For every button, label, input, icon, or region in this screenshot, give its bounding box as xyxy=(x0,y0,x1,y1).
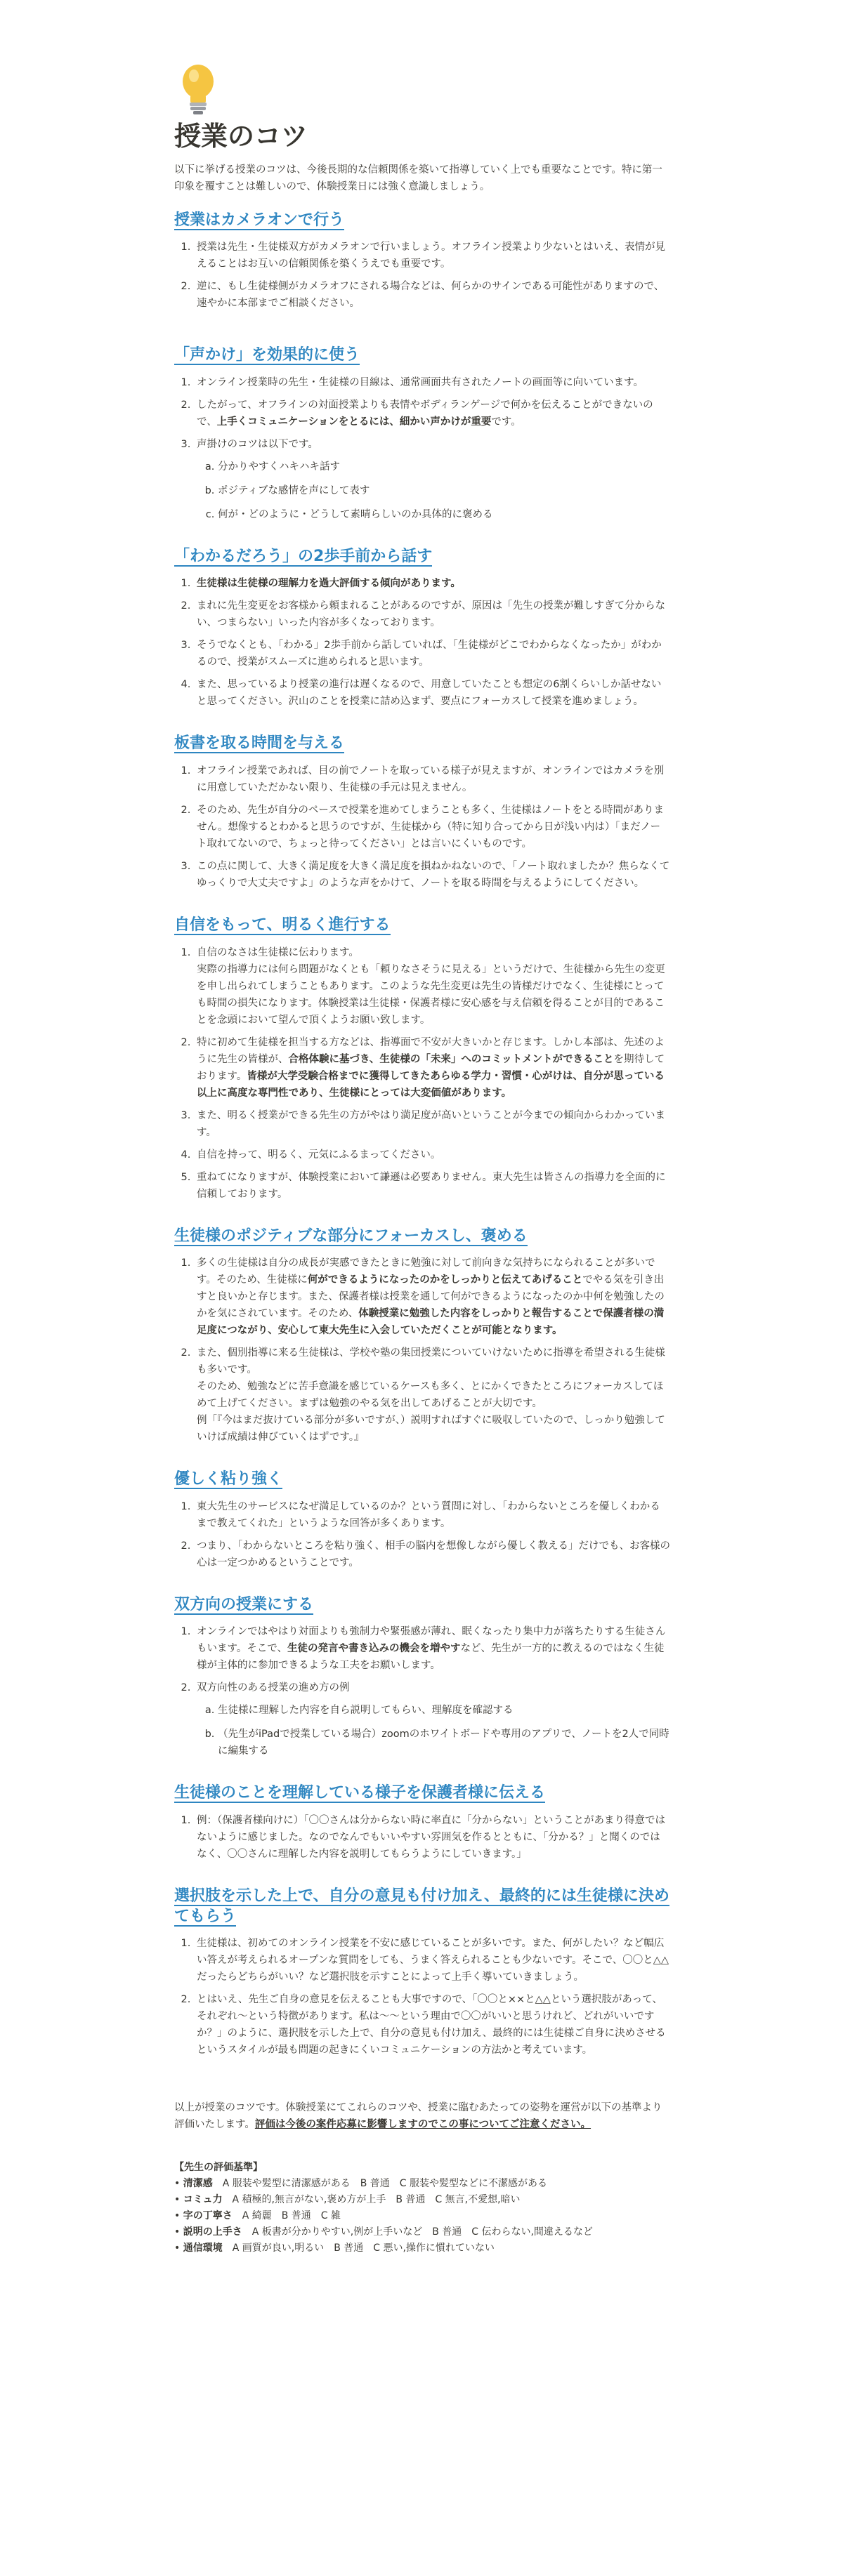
section-heading-two-steps: 「わかるだろう」の2歩手前から話す xyxy=(174,547,433,565)
sub-list-item: c. 何が・どのように・どうして素晴らしいのか具体的に褒める xyxy=(218,506,670,523)
section-heading-interactive: 双方向の授業にする xyxy=(174,1595,314,1613)
section-heading-confidence: 自信をもって、明るく進行する xyxy=(174,916,391,934)
section-list-two-steps xyxy=(174,575,670,710)
section-list-praise xyxy=(174,1255,670,1446)
sub-list xyxy=(197,1702,670,1759)
section-list-note-time xyxy=(174,762,670,892)
list-item: 1. 自信のなさは生徒様に伝わります。 実際の指導力には何ら問題がなくとも「頼りなさそうに見える」というだけで、生徒様から先生の変更を申し出られてしまうこともあります。このような先生変更は先生の皆様だけでなく、生徒様にとっても時間の損失になります。体験授業は生徒様・保護者様に安心感を与え信頼を得ることが目的であることを念頭において望んで頂くようお願い致します。 xyxy=(194,944,670,1029)
sub-list xyxy=(197,458,670,523)
evaluation-row: • 清潔感 A 服装や髪型に清潔感がある B 普通 C 服装や髪型などに不潔感がある xyxy=(174,2176,670,2192)
list-item: 1. 生徒様は生徒様の理解力を過大評価する傾向があります。 xyxy=(194,575,670,592)
evaluation-row: • 通信環境 A 画質が良い,明るい B 普通 C 悪い,操作に慣れていない xyxy=(174,2240,670,2257)
list-item: 4. 自信を持って、明るく、元気にふるまってください。 xyxy=(194,1147,670,1163)
section-list-choices xyxy=(174,1935,670,2059)
section-list-confidence xyxy=(174,944,670,1203)
section-heading-note-time: 板書を取る時間を与える xyxy=(174,734,345,753)
list-item: 2. まれに先生変更をお客様から頼まれることがあるのですが、原因は「先生の授業が難しすぎて分からない、つまらない」いった内容が多くなっております。 xyxy=(194,597,670,631)
evaluation-criteria xyxy=(174,2160,670,2257)
list-item: 1. 東大先生のサービスになぜ満足しているのか？という質問に対し、「わからないところを優しくわかるまで教えてくれた」というような回答が多くあります。 xyxy=(194,1498,670,1532)
section-list-voice xyxy=(174,374,670,523)
list-item: 3. また、明るく授業ができる先生の方がやはり満足度が高いということが今までの傾向からわかっています。 xyxy=(194,1107,670,1141)
list-item: 2. とはいえ、先生ご自身の意見を伝えることも大事ですので、「〇〇と××と△△という選択肢があって、それぞれ〜という特徴があります。私は〜〜という理由で〇〇がいいと思うけれど、どれがいいですか？」のように、選択肢を示した上で、自分の意見も付け加え、最終的には生徒様ご自身に決めさせるというスタイルが最も問題の起きにくいコミュニケーションの方法かと考えています。 xyxy=(194,1991,670,2059)
list-item: 2. つまり、「わからないところを粘り強く、相手の脳内を想像しながら優しく教える」だけでも、お客様の心は一定つかめるということです。 xyxy=(194,1538,670,1571)
list-item: 2. また、個別指導に来る生徒様は、学校や塾の集団授業についていけないために指導を希望される生徒様も多いです。 そのため、勉強などに苦手意識を感じているケースも多く、とにかくできたところにフォーカスしてほめて上げてください。まずは勉強のやる気を出してあげることが大切です。 例「『今はまだ抜けている部分が多いですが、）説明すればすぐに吸収していたので、しっかり勉強していけば成績は伸びていくはずです。』 xyxy=(194,1345,670,1446)
section-list-patience xyxy=(174,1498,670,1571)
intro-paragraph: 以下に挙げる授業のコツは、今後長期的な信頼関係を築いて指導していく上でも重要なことです。特に第一印象を覆すことは難しいので、体験授業日には強く意識しましょう。 xyxy=(174,164,662,192)
document-body xyxy=(174,62,670,2257)
list-item: 5. 重ねてになりますが、体験授業において謙遜は必要ありません。東大先生は皆さんの指導力を全面的に信頼しております。 xyxy=(194,1169,670,1203)
sub-list-item: b. ポジティブな感情を声にして表す xyxy=(218,482,670,499)
list-item: 1. 授業は先生・生徒様双方がカメラオンで行いましょう。オフライン授業より少ないとはいえ、表情が見えることはお互いの信頼関係を築くうえでも重要です。 xyxy=(194,239,670,272)
list-item: 4. また、思っているより授業の進行は遅くなるので、用意していたことも想定の6割くらいしか話せないと思ってください。沢山のことを授業に詰め込まず、要点にフォーカスして授業を進めましょう。 xyxy=(194,676,670,710)
section-heading-patience: 優しく粘り強く xyxy=(174,1470,283,1488)
list-item: 3. この点に関して、大きく満足度を大きく満足度を損ねかねないので、「ノート取れましたか？焦らなくてゆっくりで大丈夫ですよ」のような声をかけて、ノートを取る時間を与えるようにしてください。 xyxy=(194,858,670,892)
evaluation-row: • コミュ力 A 積極的,無言がない,褒め方が上手 B 普通 C 無言,不愛想,暗い xyxy=(174,2192,670,2208)
section-list-parents xyxy=(174,1812,670,1863)
evaluation-list xyxy=(174,2176,670,2257)
section-heading-praise: 生徒様のポジティブな部分にフォーカスし、褒める xyxy=(174,1227,528,1245)
outro-warning: 評価は今後の案件応募に影響しますのでこの事についてご注意ください。 xyxy=(254,2119,592,2131)
section-heading-camera: 授業はカメラオンで行う xyxy=(174,211,345,229)
sub-list-item: b. （先生がiPadで授業している場合）zoomのホワイトボードや専用のアプリで、ノートを2人で同時に編集する xyxy=(218,1726,670,1759)
list-item: 3. 声掛けのコツは以下です。 a. 分かりやすくハキハキ話す b. ポジティブな感情を声にして表す c. 何が・どのように・どうして素晴らしいのか具体的に褒める xyxy=(194,436,670,523)
list-item: 2. そのため、先生が自分のペースで授業を進めてしまうことも多く、生徒様はノートをとる時間がありません。想像するとわかると思うのですが、生徒様から（特に知り合ってから日が浅い内は）「まだノート取れてないので、ちょっと待ってください」とは言いにくいものです。 xyxy=(194,802,670,852)
sub-list-item: a. 生徒様に理解した内容を自ら説明してもらい、理解度を確認する xyxy=(218,1702,670,1719)
evaluation-title: 【先生の評価基準】 xyxy=(174,2162,263,2174)
evaluation-row: • 説明の上手さ A 板書が分かりやすい,例が上手いなど B 普通 C 伝わらない,間違えるなど xyxy=(174,2224,670,2240)
section-heading-parents: 生徒様のことを理解している様子を保護者様に伝える xyxy=(174,1784,546,1802)
sub-list-item: a. 分かりやすくハキハキ話す xyxy=(218,458,670,475)
lightbulb-icon xyxy=(176,62,221,118)
list-item: 1. 例：（保護者様向けに）「〇〇さんは分からない時に率直に「分からない」ということがあまり得意ではないように感じました。なのでなんでもいいやすい雰囲気を作るとともに、「分かる？」と聞くのではなく、〇〇さんに理解した内容を説明してもらうようにしていきます。」 xyxy=(194,1812,670,1863)
evaluation-row: • 字の丁寧さ A 綺麗 B 普通 C 雑 xyxy=(174,2208,670,2224)
list-item: 1. オンラインではやはり対面よりも強制力や緊張感が薄れ、眠くなったり集中力が落ちたりする生徒さんもいます。そこで、生徒の発言や書き込みの機会を増やすなど、先生が一方的に教えるのではなく生徒様が主体的に参加できるような工夫をお願いします。 xyxy=(194,1623,670,1674)
list-item: 1. 生徒様は、初めてのオンライン授業を不安に感じていることが多いです。また、何がしたい？など幅広い答えが考えられるオープンな質問をしても、うまく答えられることも少ないです。そこで、〇〇と△△だったらどちらがいい？など選択肢を示すことによって上手く導いていきましょう。 xyxy=(194,1935,670,1986)
list-item: 2. 双方向性のある授業の進め方の例 a. 生徒様に理解した内容を自ら説明してもらい、理解度を確認する b. （先生がiPadで授業している場合）zoomのホワイトボードや専用のアプリで、ノートを2人で同時に編集する xyxy=(194,1679,670,1759)
section-list-interactive xyxy=(174,1623,670,1759)
section-list-camera xyxy=(174,239,670,312)
section-heading-voice: 「声かけ」を効果的に使う xyxy=(174,346,360,364)
page-title: 授業のコツ xyxy=(174,121,308,152)
list-item: 2. したがって、オフラインの対面授業よりも表情やボディランゲージで何かを伝えることができないので、上手くコミュニケーションをとるには、細かい声かけが重要です。 xyxy=(194,397,670,430)
section-heading-choices: 選択肢を示した上で、自分の意見も付け加え、最終的には生徒様に決めてもらう xyxy=(174,1887,669,1925)
outro-paragraph: 以上が授業のコツです。体験授業にてこれらのコツや、授業に臨むあたっての姿勢を運営が以下の基準より評価いたします。評価は今後の案件応募に影響しますのでこの事についてご注意ください。 xyxy=(174,2102,662,2131)
list-item: 3. そうでなくとも、「わかる」2歩手前から話していれば、「生徒様がどこでわからなくなったか」がわかるので、授業がスムーズに進められると思います。 xyxy=(194,637,670,671)
list-item: 1. 多くの生徒様は自分の成長が実感できたときに勉強に対して前向きな気持ちになられることが多いです。そのため、生徒様に何ができるようになったのかをしっかりと伝えてあげることでやる気を引き出すと良いかと存じます。また、保護者様は授業を通して何ができるようになったのか中何を勉強したのかを気にされています。そのため、体験授業に勉強した内容をしっかりと報告することで保護者様の満足度につながり、安心して東大先生に入会していただくことが可能となります。 xyxy=(194,1255,670,1339)
list-item: 1. オンライン授業時の先生・生徒様の目線は、通常画面共有されたノートの画面等に向いています。 xyxy=(194,374,670,391)
list-item: 2. 特に初めて生徒様を担当する方などは、指導面で不安が大きいかと存じます。しかし本部は、先述のように先生の皆様が、合格体験に基づき、生徒様の「未来」へのコミットメントができることを期待しております。皆様が大学受験合格までに獲得してきたあらゆる学力・習慣・心がけは、自分が思っている以上に高度な専門性であり、生徒様にとっては大変価値があります。 xyxy=(194,1034,670,1102)
list-item: 1. オフライン授業であれば、目の前でノートを取っている様子が見えますが、オンラインではカメラを別に用意していただかない限り、生徒様の手元は見えません。 xyxy=(194,762,670,796)
list-item: 2. 逆に、もし生徒様側がカメラオフにされる場合などは、何らかのサインである可能性がありますので、速やかに本部までご相談ください。 xyxy=(194,278,670,312)
